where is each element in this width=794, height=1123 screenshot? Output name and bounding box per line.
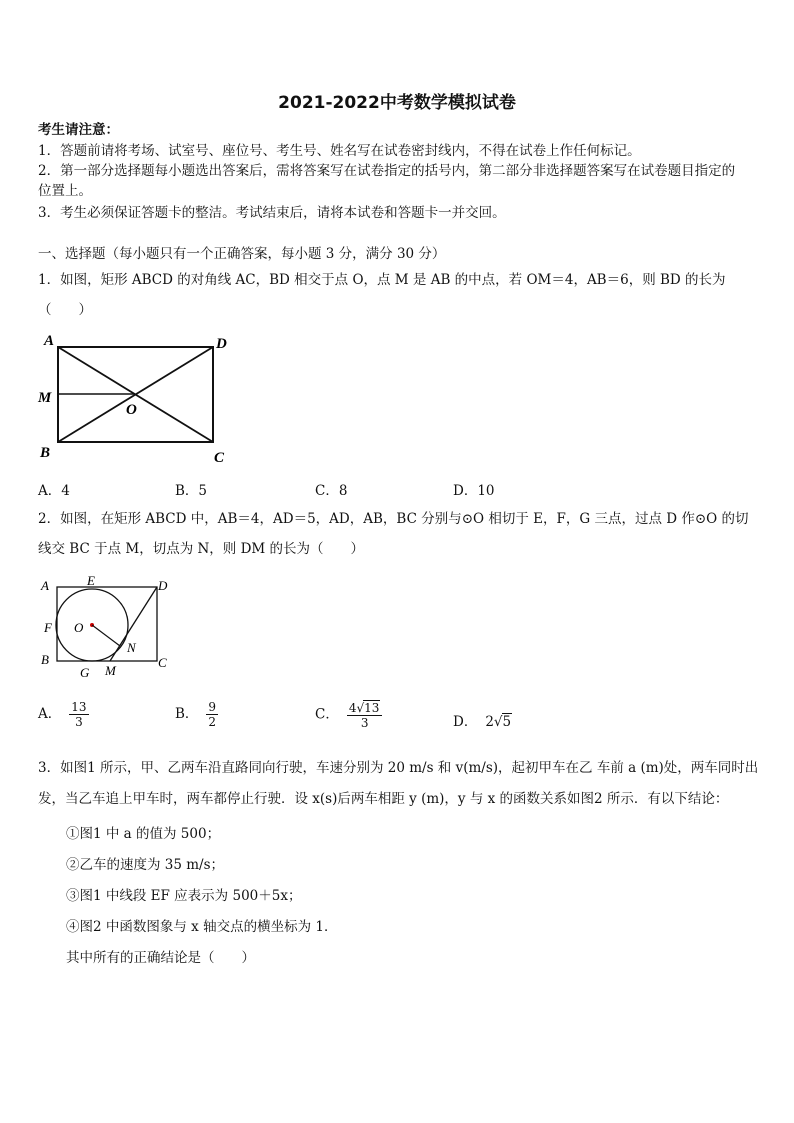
label-b: B — [41, 652, 49, 667]
q2-option-c-label: C． — [315, 706, 339, 723]
q2-option-c-coefficient: 4 — [348, 701, 357, 715]
q2-stem-line1: 2．如图，在矩形 ABCD 中，AB＝4，AD＝5，AD，AB，BC 分别与⊙O 相切于 E，F，G 三点，过点 D 作⊙O 的切 — [38, 511, 749, 527]
label-f: F — [44, 620, 52, 635]
label-a: A — [41, 578, 49, 593]
q2-option-a-label: A． — [38, 706, 62, 722]
q1-stem: 1．如图，矩形 ABCD 的对角线 AC，BD 相交于点 O，点 M 是 AB 的中点，若 OM＝4，AB＝6，则 BD 的长为 — [38, 272, 726, 288]
q2-option-a-numerator: 13 — [71, 700, 87, 714]
label-d: D — [216, 336, 227, 352]
q2-circle-figure — [34, 572, 184, 684]
q2-option-d-radicand: 5 — [502, 714, 512, 730]
q2-option-c-fraction — [347, 700, 383, 730]
q2-option-c[interactable] — [315, 700, 382, 730]
label-e: E — [87, 573, 95, 588]
label-m: M — [105, 663, 116, 678]
q3-stem-line1: 3．如图1 所示，甲、乙两车沿直路同向行驶，车速分别为 20 m/s 和 v(m/s)，起初甲车在乙 车前 a (m)处，两车同时出 — [38, 760, 759, 776]
q2-stem-line2: 线交 BC 于点 M，切点为 N，则 DM 的长为（ ） — [38, 541, 365, 557]
section-heading: 一、选择题（每小题只有一个正确答案，每小题 3 分，满分 30 分） — [38, 246, 446, 262]
q2-option-b[interactable] — [175, 700, 218, 729]
q2-option-d-coefficient: 2 — [485, 714, 494, 730]
page-title: 2021-2022中考数学模拟试卷 — [278, 93, 516, 113]
q3-question: 其中所有的正确结论是（ ） — [66, 950, 255, 966]
label-o: O — [74, 620, 84, 635]
label-d: D — [158, 578, 168, 593]
q3-stem-line2: 发，当乙车追上甲车时，两车都停止行驶．设 x(s)后两车相距 y (m)，y 与 x 的函数关系如图2 所示．有以下结论： — [38, 791, 729, 807]
q2-option-a-denominator: 3 — [75, 715, 83, 729]
q3-conclusion-3: ③图1 中线段 EF 应表示为 500＋5x； — [66, 888, 302, 904]
notice-item-1: 1．答题前请将考场、试室号、座位号、考生号、姓名写在试卷密封线内，不得在试卷上作任何标记。 — [38, 143, 641, 159]
notice-item-2-cont: 位置上。 — [38, 183, 92, 199]
q3-conclusion-4: ④图2 中函数图象与 x 轴交点的横坐标为 1． — [66, 919, 338, 935]
label-c: C — [158, 655, 167, 670]
rectangle-abcd — [57, 587, 157, 661]
q1-answer-paren: （ ） — [38, 302, 92, 318]
q2-option-a[interactable] — [38, 700, 89, 729]
q2-option-c-radicand: 13 — [364, 701, 380, 715]
label-b: B — [40, 445, 51, 461]
q1-option-c[interactable]: C．8 — [315, 483, 348, 499]
q2-option-b-fraction — [206, 700, 218, 729]
label-c: C — [214, 450, 225, 466]
label-m: M — [38, 390, 52, 406]
q2-option-d-label: D． — [453, 714, 478, 730]
q2-option-c-denominator: 3 — [360, 716, 369, 730]
q1-rectangle-figure — [34, 330, 244, 470]
q2-option-b-numerator: 9 — [208, 700, 217, 714]
notice-heading: 考生请注意： — [38, 122, 119, 138]
label-g: G — [80, 665, 90, 680]
radius-on — [92, 625, 120, 646]
label-o: O — [126, 402, 137, 418]
label-n: N — [127, 640, 136, 655]
q2-option-a-fraction — [69, 700, 88, 729]
q2-option-b-label: B． — [175, 706, 199, 722]
q3-conclusion-1: ①图1 中 a 的值为 500； — [66, 826, 221, 842]
q1-option-b[interactable]: B．5 — [175, 483, 208, 499]
q1-option-a[interactable]: A．4 — [38, 483, 70, 499]
q1-option-d[interactable]: D．10 — [453, 483, 495, 499]
notice-item-2: 2．第一部分选择题每小题选出答案后，需将答案写在试卷指定的括号内，第二部分非选择题答案写在试卷题目指定的 — [38, 163, 736, 179]
q2-option-c-numerator: 4√13 — [347, 700, 383, 716]
q3-conclusion-2: ②乙车的速度为 35 m/s； — [66, 857, 225, 873]
q2-option-d[interactable]: D． 2√5 — [453, 714, 512, 730]
notice-item-3: 3．考生必须保证答题卡的整洁。考试结束后，请将本试卷和答题卡一并交回。 — [38, 205, 506, 221]
label-a: A — [44, 333, 55, 349]
q2-option-b-denominator: 2 — [208, 715, 217, 729]
